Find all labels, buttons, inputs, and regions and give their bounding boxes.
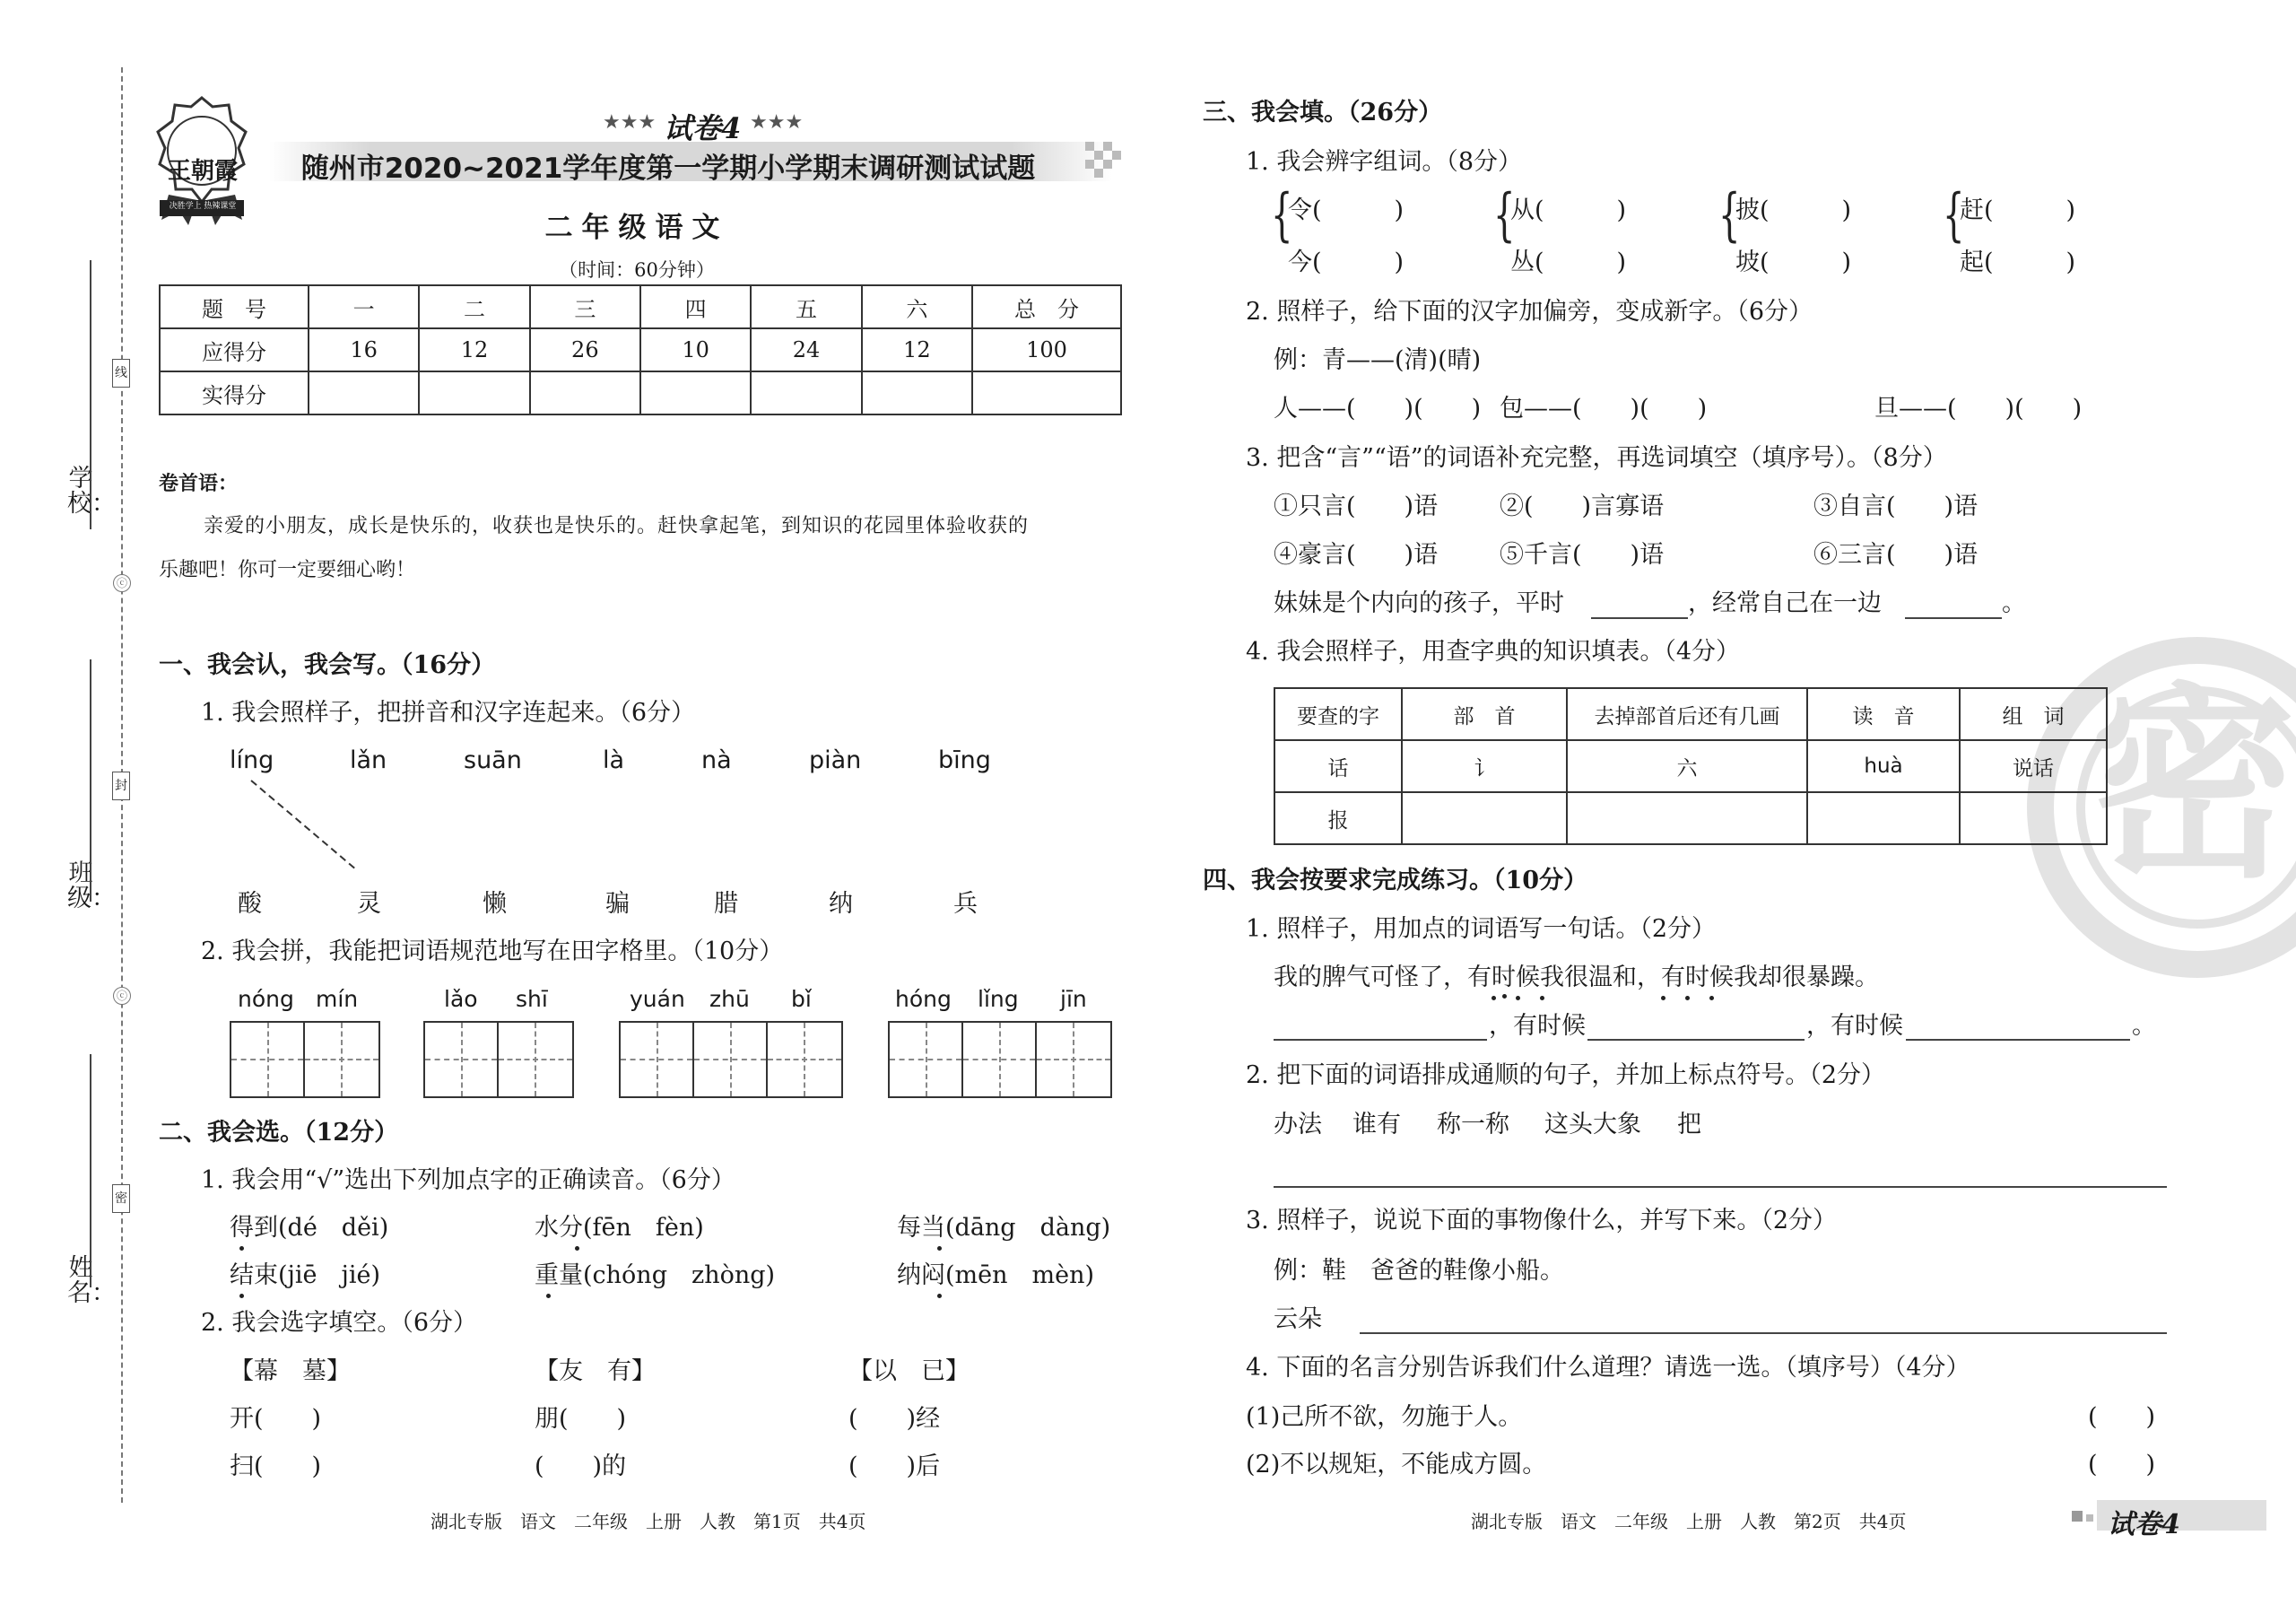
score-cell: 24 <box>751 328 861 371</box>
tianzi-cell[interactable] <box>425 1023 499 1096</box>
dict-cell: 六 <box>1567 740 1807 792</box>
footer-left: 湖北专版 语文 二年级 上册 人教 第1页 共4页 <box>430 1511 866 1532</box>
pinyin: lǎo <box>444 986 478 1012</box>
emphasis-dot <box>1516 996 1520 1000</box>
pinyin[interactable]: piàn <box>809 746 862 774</box>
name-field[interactable] <box>90 1054 91 1287</box>
tianzi-grid[interactable] <box>230 1021 380 1098</box>
dict-row <box>1274 792 2107 844</box>
example-sentence <box>1274 965 1879 990</box>
paper-tag: 试卷4 <box>664 111 742 145</box>
dict-cell: 报 <box>1274 792 1402 844</box>
example-part: 我却很暴躁。 <box>1734 964 1879 991</box>
word: 称一称 <box>1437 1111 1509 1138</box>
dict-input-cell[interactable] <box>1567 792 1807 844</box>
reading-choice[interactable]: 得到(dé děi) <box>230 1214 389 1242</box>
hanzi[interactable]: 酸 <box>238 890 262 918</box>
fill-blank[interactable]: 扫( ) <box>230 1452 322 1480</box>
fill-blank[interactable]: 令( ) <box>1288 196 1405 224</box>
pinyin[interactable]: là <box>603 746 625 774</box>
question: 1. 照样子，用加点的词语写一句话。（2分） <box>1246 915 1717 943</box>
score-table <box>159 284 1122 415</box>
score-input-cell[interactable] <box>419 371 529 414</box>
fill-blank[interactable]: ( )后 <box>848 1452 941 1480</box>
sentence-part: 。 <box>2002 589 2026 617</box>
footer-right: 湖北专版 语文 二年级 上册 人教 第2页 共4页 <box>1471 1511 1907 1532</box>
logo-text: 王朝霞 <box>167 158 238 185</box>
answer-line[interactable] <box>1591 617 1688 619</box>
tianzi-cell[interactable] <box>1037 1023 1110 1096</box>
question: 2. 把下面的词语排成通顺的句子，并加上标点符号。（2分） <box>1246 1061 1886 1089</box>
star-left-icon: ★★★ <box>603 111 657 134</box>
tianzi-cell[interactable] <box>963 1023 1037 1096</box>
word: 把 <box>1677 1111 1701 1138</box>
tianzi-cell[interactable] <box>694 1023 768 1096</box>
question: 2. 我会拼，我能把词语规范地写在田字格里。（10分） <box>201 938 784 965</box>
answer-paren[interactable]: ( ) <box>2088 1403 2156 1431</box>
word: 这头大象 <box>1544 1111 1641 1138</box>
pinyin: bǐ <box>791 986 812 1012</box>
char-group: 【以 已】 <box>848 1357 970 1385</box>
word: 谁有 <box>1352 1111 1401 1138</box>
tianzi-grid[interactable] <box>888 1021 1112 1098</box>
emphasis-dot <box>937 1246 942 1251</box>
fill-blank[interactable]: ( )的 <box>535 1452 627 1480</box>
score-cell: 应得分 <box>160 328 309 371</box>
example: 例：鞋 爸爸的鞋像小船。 <box>1274 1257 1564 1285</box>
emphasis-dot <box>1685 996 1690 1000</box>
pinyin[interactable]: lǎn <box>350 746 387 774</box>
dict-header-row <box>1274 688 2107 740</box>
question: 4. 我会照样子，用查字典的知识填表。（4分） <box>1246 638 1741 666</box>
score-header: 六 <box>862 285 972 328</box>
question: 3. 照样子，说说下面的事物像什么，并写下来。（2分） <box>1246 1207 1838 1234</box>
exam-time: （时间：60分钟） <box>559 259 715 281</box>
reading-choice[interactable]: 结束(jiē jié) <box>230 1261 381 1289</box>
answer-line[interactable] <box>1360 1332 2167 1334</box>
tianzi-grid[interactable] <box>423 1021 574 1098</box>
dict-header: 部 首 <box>1402 688 1567 740</box>
fill-blank[interactable]: ③自言( )语 <box>1813 493 1979 520</box>
score-input-cell[interactable] <box>862 371 972 414</box>
emphasis-dot <box>575 1246 579 1251</box>
score-cell: 12 <box>862 328 972 371</box>
hanzi[interactable]: 腊 <box>714 890 738 918</box>
score-header-row <box>160 285 1121 328</box>
pinyin: shī <box>516 986 548 1012</box>
emphasis-dot <box>239 1294 244 1298</box>
school-field[interactable] <box>90 260 91 529</box>
pinyin[interactable]: nà <box>701 746 732 774</box>
emphasis-dot <box>1661 996 1665 1000</box>
pinyin: jīn <box>1060 986 1087 1012</box>
hanzi[interactable]: 兵 <box>953 890 978 918</box>
watermark-char: 密 <box>2090 664 2296 906</box>
char-group: 【幕 墓】 <box>230 1357 351 1385</box>
pinyin: hóng <box>895 986 952 1012</box>
score-expected-row <box>160 328 1121 371</box>
sentence-part: ，有时候 <box>1806 1012 1903 1040</box>
dict-input-cell[interactable] <box>1402 792 1567 844</box>
score-cell: 10 <box>640 328 751 371</box>
footer-square-icon <box>2072 1511 2083 1522</box>
brace-icon: { <box>1943 182 1965 249</box>
score-input-cell[interactable] <box>309 371 419 414</box>
fill-blank[interactable]: ①只言( )语 <box>1274 493 1439 520</box>
emphasis-word: 有时候 <box>1467 964 1540 991</box>
example-part: 我的脾气可怪了， <box>1274 964 1467 991</box>
reading-choice[interactable]: 纳闷(mēn mèn) <box>897 1261 1095 1289</box>
dict-cell: 说话 <box>1960 740 2107 792</box>
fill-blank[interactable]: ②( )言寡语 <box>1500 493 1665 520</box>
emphasis-dot <box>239 1246 244 1251</box>
fill-blank[interactable]: ⑥三言( )语 <box>1813 541 1979 569</box>
word: 办法 <box>1274 1111 1322 1138</box>
mark-feng: 封 <box>112 772 130 800</box>
mark-circle: ⓒ <box>113 987 131 1005</box>
score-header: 三 <box>530 285 640 328</box>
checker-pattern-icon <box>1085 142 1130 181</box>
question: 4. 下面的名言分别告诉我们什么道理？请选一选。（填序号）（4分） <box>1246 1354 1970 1382</box>
question: 2. 我会选字填空。（6分） <box>201 1309 478 1337</box>
fill-blank[interactable]: 朋( ) <box>535 1405 627 1433</box>
score-input-cell[interactable] <box>751 371 861 414</box>
score-cell: 实得分 <box>160 371 309 414</box>
fill-blank[interactable]: 赶( ) <box>1960 196 2076 224</box>
tianzi-cell[interactable] <box>305 1023 378 1096</box>
fill-blank[interactable]: 开( ) <box>230 1405 322 1433</box>
saying: (1)己所不欲，勿施于人。 <box>1246 1403 1523 1431</box>
score-input-cell[interactable] <box>530 371 640 414</box>
question: 1. 我会用“√”选出下列加点字的正确读音。（6分） <box>201 1166 735 1194</box>
brace-icon: { <box>1271 182 1293 249</box>
mark-mi: 密 <box>112 1184 130 1213</box>
fill-blank[interactable]: ④豪言( )语 <box>1274 541 1439 569</box>
tianzi-cell[interactable] <box>499 1023 572 1096</box>
tianzi-cell[interactable] <box>231 1023 305 1096</box>
footer-tag: 试卷4 <box>2108 1509 2180 1540</box>
score-header: 题 号 <box>160 285 309 328</box>
score-header: 五 <box>751 285 861 328</box>
fill-blank[interactable]: 坡( ) <box>1735 249 1852 276</box>
pinyin: nóng <box>238 986 294 1012</box>
section-title: 四、我会按要求完成练习。（10分） <box>1203 867 1588 894</box>
char-group: 【友 有】 <box>535 1357 656 1385</box>
dictionary-table <box>1274 687 2108 845</box>
hanzi[interactable]: 纳 <box>829 890 853 918</box>
sentence-part: ，有时候 <box>1489 1012 1586 1040</box>
fill-blank[interactable]: 从( ) <box>1510 196 1627 224</box>
school-label: 学校： <box>67 465 116 519</box>
score-actual-row <box>160 371 1121 414</box>
answer-paren[interactable]: ( ) <box>2088 1451 2156 1479</box>
section-title: 三、我会填。（26分） <box>1203 99 1443 126</box>
sentence-part: ，经常自己在一边 <box>1688 589 1882 617</box>
tianzi-cell[interactable] <box>890 1023 963 1096</box>
answer-line[interactable] <box>1274 1186 2167 1188</box>
fill-blank[interactable]: 丛( ) <box>1510 249 1627 276</box>
dict-header: 去掉部首后还有几画 <box>1567 688 1807 740</box>
preface-line: 乐趣吧！你可一定要细心哟！ <box>159 559 416 581</box>
fill-blank[interactable]: 起( ) <box>1960 249 2076 276</box>
dict-header: 要查的字 <box>1274 688 1402 740</box>
emphasis-dot <box>1540 996 1544 1000</box>
fill-blank[interactable]: 旦——( )( ) <box>1874 395 2083 423</box>
question: 1. 我会照样子，把拼音和汉字连起来。（6分） <box>201 699 696 727</box>
example: 例：青——(清)(晴) <box>1274 346 1482 374</box>
class-label: 班级： <box>67 859 116 913</box>
exam-title: 随州市2020~2021学年度第一学期小学期末调研测试试题 <box>300 153 1036 185</box>
example-connect-line <box>242 776 368 875</box>
pinyin[interactable]: suān <box>464 746 522 774</box>
dict-header: 读 音 <box>1807 688 1960 740</box>
mark-circle: ⓒ <box>113 574 131 592</box>
reading-choice[interactable]: 每当(dāng dàng) <box>897 1214 1111 1242</box>
fill-blank[interactable]: 人——( )( ) <box>1274 395 1482 423</box>
fill-blank[interactable]: 包——( )( ) <box>1500 395 1708 423</box>
star-right-icon: ★★★ <box>750 111 804 134</box>
answer-line[interactable] <box>1587 1039 1805 1041</box>
dict-row <box>1274 740 2107 792</box>
tianzi-grid[interactable] <box>619 1021 843 1098</box>
tianzi-cell[interactable] <box>768 1023 841 1096</box>
dict-header: 组 词 <box>1960 688 2107 740</box>
pinyin[interactable]: bīng <box>938 746 991 774</box>
name-label: 姓名： <box>67 1254 116 1308</box>
pinyin: yuán <box>630 986 685 1012</box>
sentence-part: 。 <box>2132 1012 2156 1040</box>
emphasis-word: 有时候 <box>1661 964 1734 991</box>
saying: (2)不以规矩，不能成方圆。 <box>1246 1451 1547 1479</box>
fill-blank[interactable]: 披( ) <box>1735 196 1852 224</box>
hanzi[interactable]: 懒 <box>483 890 507 918</box>
tianzi-cell[interactable] <box>621 1023 694 1096</box>
score-cell: 100 <box>972 328 1121 371</box>
question: 1. 我会辨字组词。（8分） <box>1246 148 1523 176</box>
fill-blank[interactable]: 今( ) <box>1288 249 1405 276</box>
fill-blank[interactable]: ( )经 <box>848 1405 941 1433</box>
score-input-cell[interactable] <box>972 371 1121 414</box>
class-field[interactable] <box>90 659 91 902</box>
preface-title: 卷首语： <box>159 472 239 495</box>
subject-title: 二年级语文 <box>544 212 729 244</box>
emphasis-dot <box>546 1294 551 1298</box>
dict-cell: 话 <box>1274 740 1402 792</box>
preface-line: 亲爱的小朋友，成长是快乐的，收获也是快乐的。赶快拿起笔，到知识的花园里体验收获的 <box>204 515 1030 537</box>
answer-line[interactable] <box>1905 617 2002 619</box>
fill-blank[interactable]: ⑤千言( )语 <box>1500 541 1665 569</box>
brace-icon: { <box>1718 182 1741 249</box>
emphasis-dot <box>1492 996 1496 1000</box>
example-part: 我很温和， <box>1540 964 1661 991</box>
question: 3. 把含“言”“语”的词语补充完整，再选词填空（填序号）。（8分） <box>1246 444 1947 472</box>
footer-square-icon <box>2086 1514 2093 1522</box>
pinyin[interactable]: líng <box>230 746 274 774</box>
reading-choice[interactable]: 水分(fēn fèn) <box>535 1214 704 1242</box>
reading-choice[interactable]: 重量(chóng zhòng) <box>535 1261 776 1289</box>
logo-subtitle: 决胜学上 热辣课堂 <box>169 202 237 211</box>
answer-line[interactable] <box>1274 1039 1487 1041</box>
pinyin: mín <box>316 986 359 1012</box>
score-header: 二 <box>419 285 529 328</box>
dict-input-cell[interactable] <box>1807 792 1960 844</box>
dict-input-cell[interactable] <box>1960 792 2107 844</box>
score-cell: 12 <box>419 328 529 371</box>
score-header: 一 <box>309 285 419 328</box>
score-header: 四 <box>640 285 751 328</box>
hanzi[interactable]: 灵 <box>357 890 381 918</box>
answer-line[interactable] <box>1906 1039 2130 1041</box>
hanzi[interactable]: 骗 <box>605 890 630 918</box>
mark-xian: 线 <box>112 359 130 388</box>
pinyin: zhū <box>709 986 750 1012</box>
brace-icon: { <box>1493 182 1516 249</box>
section-title: 一、我会认，我会写。（16分） <box>159 651 496 679</box>
pinyin: lǐng <box>978 986 1019 1012</box>
score-input-cell[interactable] <box>640 371 751 414</box>
score-cell: 26 <box>530 328 640 371</box>
item-label: 云朵 <box>1274 1305 1322 1333</box>
section-title: 二、我会选。（12分） <box>159 1119 399 1147</box>
dict-cell: huà <box>1807 740 1960 792</box>
dict-cell: 讠 <box>1402 740 1567 792</box>
sentence-part: 妹妹是个内向的孩子，平时 <box>1274 589 1564 617</box>
emphasis-dot <box>937 1294 942 1298</box>
score-header: 总 分 <box>972 285 1121 328</box>
emphasis-dot <box>1709 996 1714 1000</box>
question: 2. 照样子，给下面的汉字加偏旁，变成新字。（6分） <box>1246 298 1813 326</box>
score-cell: 16 <box>309 328 419 371</box>
